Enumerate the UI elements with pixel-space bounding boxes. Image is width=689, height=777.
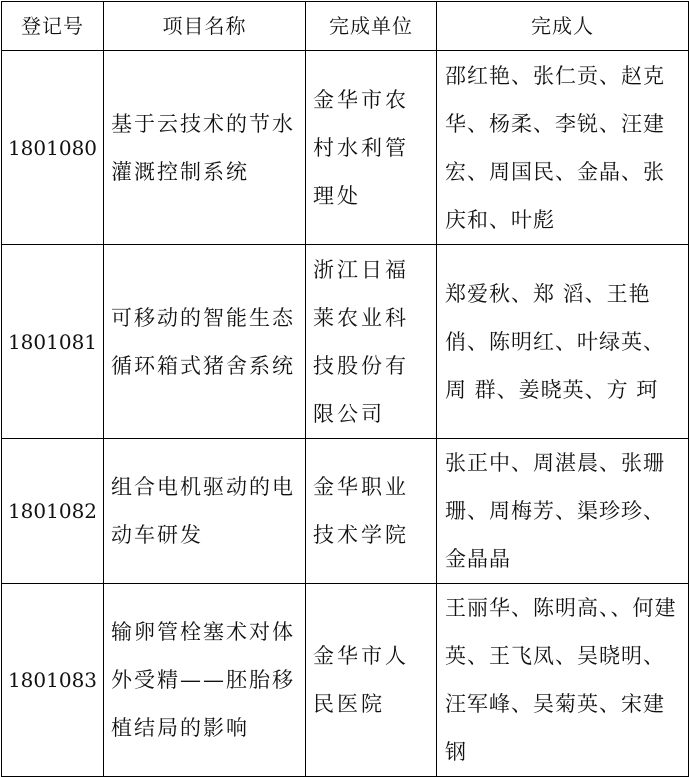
completers: 郑爱秋、郑 滔、王艳俏、陈明红、叶绿英、周 群、姜晓英、方 珂	[437, 245, 689, 439]
table-row	[2, 245, 689, 439]
table-row	[2, 584, 689, 777]
project-name: 可移动的智能生态循环箱式猪舍系统	[104, 245, 306, 439]
registration-number: 1801083	[2, 584, 104, 777]
table-row	[2, 51, 689, 245]
registration-table	[1, 1, 689, 777]
registration-number: 1801081	[2, 245, 104, 439]
header-registration-number: 登记号	[2, 2, 104, 51]
completing-unit: 金华市人民医院	[306, 584, 437, 777]
header-row	[2, 2, 689, 51]
completers: 王丽华、陈明高、、何建英、王飞凤、吴晓明、汪军峰、吴菊英、宋建钢	[437, 584, 689, 777]
completers: 邵红艳、张仁贡、赵克华、杨柔、李锐、汪建宏、周国民、金晶、张庆和、叶彪	[437, 51, 689, 245]
project-name: 输卵管栓塞术对体外受精——胚胎移植结局的影响	[104, 584, 306, 777]
header-completers: 完成人	[437, 2, 689, 51]
completing-unit: 浙江日福莱农业科技股份有限公司	[306, 245, 437, 439]
header-project-name: 项目名称	[104, 2, 306, 51]
project-name: 组合电机驱动的电动车研发	[104, 439, 306, 584]
registration-number: 1801082	[2, 439, 104, 584]
registration-number: 1801080	[2, 51, 104, 245]
project-name: 基于云技术的节水灌溉控制系统	[104, 51, 306, 245]
completing-unit: 金华市农村水利管理处	[306, 51, 437, 245]
completers: 张正中、周湛晨、张珊珊、周梅芳、渠珍珍、金晶晶	[437, 439, 689, 584]
header-completing-unit: 完成单位	[306, 2, 437, 51]
table-row	[2, 439, 689, 584]
completing-unit: 金华职业技术学院	[306, 439, 437, 584]
